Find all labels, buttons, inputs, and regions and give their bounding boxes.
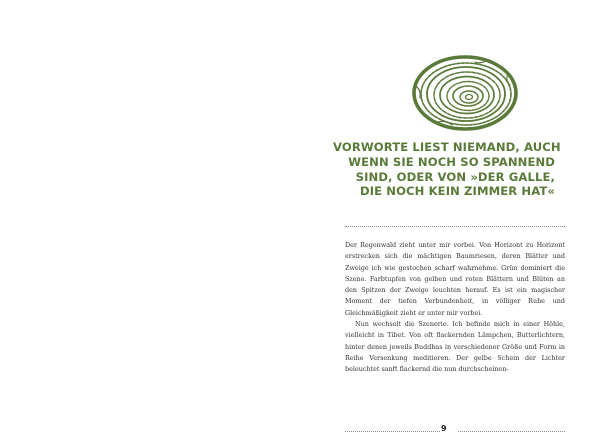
pull-quote-line: WENN SIE NOCH SO SPANNEND bbox=[348, 154, 555, 169]
pull-quote-line: SIND, ODER VON »DER GALLE, bbox=[355, 169, 555, 184]
divider-bottom-right bbox=[458, 431, 565, 432]
pull-quote bbox=[333, 140, 561, 199]
body-text bbox=[345, 240, 565, 376]
divider-top bbox=[345, 226, 565, 227]
pull-quote-line: VORWORTE LIEST NIEMAND, AUCH bbox=[333, 140, 561, 154]
pull-quote-line: DIE NOCH KEIN ZIMMER HAT« bbox=[359, 184, 555, 199]
page-number: 9 bbox=[441, 424, 447, 433]
paragraph: Nun wechselt die Szenerie. Ich befinde mich in einer Höhle, vielleicht in Tibet. Von oft flackernden Lämpchen, Butterlichtern, hinter denen jeweils Buddhas in verschiedener Größe und Form in Reihe Versenkung meditieren. Der gelbe Schein der Lichter beleuchtet sanft flackernd die nun durchscheinen- bbox=[345, 320, 565, 374]
divider-bottom-left bbox=[345, 431, 440, 432]
tree-rings-icon bbox=[408, 52, 522, 134]
paragraph: Der Regenwald zieht unter mir vorbei. Von Horizont zu Horizont erstrecken sich die mächtigen Baumriesen, deren Blätter und Zweige ich wie gestochen scharf wahrnehme. Grün dominiert die Szene. Farbtupfen von gelben und roten Blättern und Blüten an den Spitzen der Zweige leuchten herauf. Es ist ein magischer Moment der tiefen Verbundenheit, in völliger Ruhe und Gleichmäßigkeit zieht er unter mir vorbei. bbox=[345, 241, 565, 317]
